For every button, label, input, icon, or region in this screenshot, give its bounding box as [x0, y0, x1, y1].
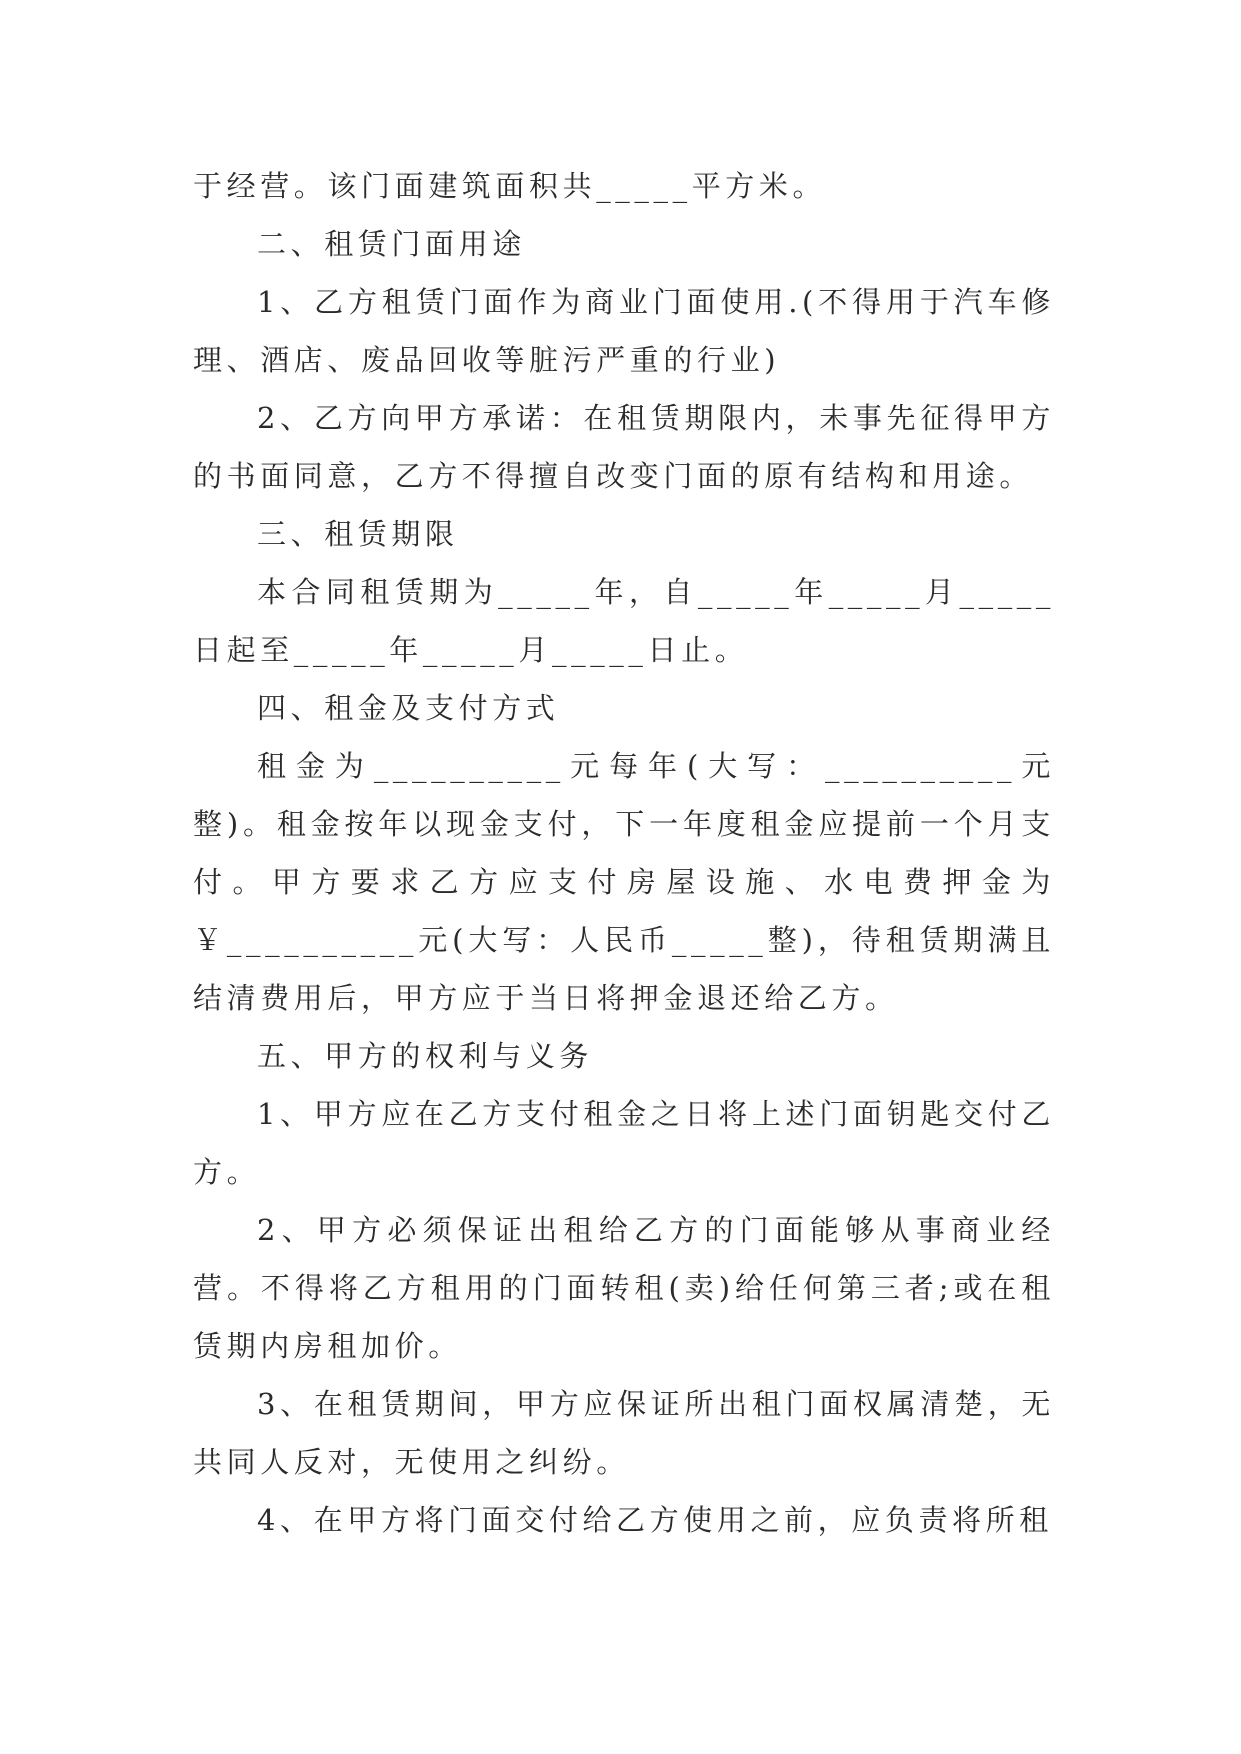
paragraph-lessor-4: 4、在甲方将门面交付给乙方使用之前，应负责将所租: [257, 1503, 1053, 1537]
paragraph-term: 本合同租赁期为_____年，自_____年_____月_____日起至_____年_____月_____日止。: [193, 575, 1055, 667]
paragraph-lessor-1: 1、甲方应在乙方支付租金之日将上述门面钥匙交付乙方。: [193, 1097, 1055, 1189]
section-heading-term: 三、租赁期限: [257, 517, 459, 551]
paragraph-lessor-2: 2、甲方必须保证出租给乙方的门面能够从事商业经营。不得将乙方租用的门面转租(卖)给任何第三者;或在租赁期内房租加价。: [193, 1213, 1055, 1363]
section-heading-purpose: 二、租赁门面用途: [257, 227, 526, 261]
document-body: [193, 157, 1055, 1549]
paragraph-purpose-2: 2、乙方向甲方承诺：在租赁期限内，未事先征得甲方的书面同意，乙方不得擅自改变门面的原有结构和用途。: [193, 401, 1055, 493]
section-heading-lessor-duties: 五、甲方的权利与义务: [257, 1039, 594, 1073]
section-heading-rent: 四、租金及支付方式: [257, 691, 560, 725]
paragraph-purpose-1: 1、乙方租赁门面作为商业门面使用.(不得用于汽车修理、酒店、废品回收等脏污严重的行业): [193, 285, 1055, 377]
paragraph-rent: 租金为__________元每年(大写：__________元整)。租金按年以现金支付，下一年度租金应提前一个月支付。甲方要求乙方应支付房屋设施、水电费押金为￥__________元(大写：人民币_____整)，待租赁期满且结清费用后，甲方应于当日将押金退还给乙方。: [193, 749, 1055, 1015]
paragraph-area: 于经营。该门面建筑面积共_____平方米。: [193, 169, 827, 203]
paragraph-lessor-3: 3、在租赁期间，甲方应保证所出租门面权属清楚，无共同人反对，无使用之纠纷。: [193, 1387, 1055, 1479]
